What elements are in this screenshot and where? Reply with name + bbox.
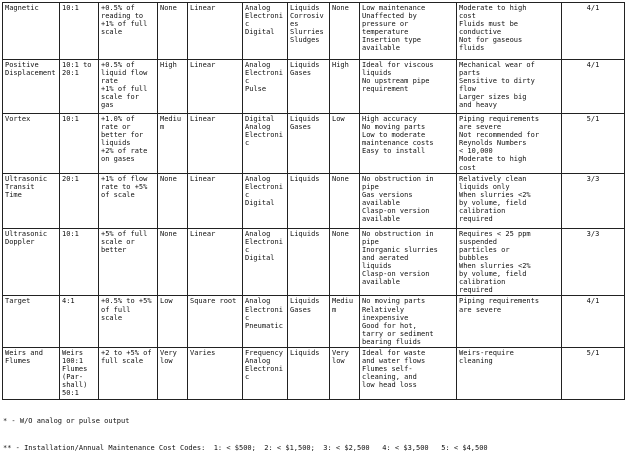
cell-pressure-loss: None — [158, 173, 188, 228]
cell-output-relationship: Linear — [188, 114, 243, 174]
cell-output-relationship: Varies — [188, 347, 243, 399]
cell-output-relationship: Square root — [188, 296, 243, 348]
cell-signal-output: Analog Electronic Digital — [243, 173, 288, 228]
cell-limitations: Relatively clean liquids only When slurries <2% by volume, field calibration required — [457, 173, 562, 228]
cell-pressure-loss: Medium — [158, 114, 188, 174]
cell-cost-code: 4/1 — [562, 3, 625, 60]
cell-signal-output: Analog Electronic Pneumatic — [243, 296, 288, 348]
cell-fluid-types: Liquids Gases — [288, 296, 330, 348]
table-row-target — [3, 296, 625, 348]
cell-maintenance: None — [330, 3, 360, 60]
cell-advantages: Ideal for viscous liquids No upstream pipe requirement — [360, 60, 457, 114]
cell-advantages: No obstruction in pipe Gas versions available Clasp-on version available — [360, 173, 457, 228]
cell-fluid-types: Liquids Gases — [288, 60, 330, 114]
cell-pressure-loss: None — [158, 3, 188, 60]
cell-cost-code: 5/1 — [562, 347, 625, 399]
cell-rangeability: 10:1 — [60, 228, 99, 296]
cell-cost-code: 3/3 — [562, 228, 625, 296]
cell-fluid-types: Liquids Gases — [288, 114, 330, 174]
cell-meter-type: Ultrasonic Doppler — [3, 228, 60, 296]
cell-cost-code: 4/1 — [562, 60, 625, 114]
cell-fluid-types: Liquids Corrosives Slurries Sludges — [288, 3, 330, 60]
cell-rangeability: 20:1 — [60, 173, 99, 228]
footnote-cost-codes: ** - Installation/Annual Maintenance Cost Codes: 1: < $500; 2: < $1,500; 3: < $2,500 4: < $3,500 5: < $4,500 — [3, 444, 488, 452]
cell-rangeability: 10:1 to 20:1 — [60, 60, 99, 114]
cell-signal-output: Analog Electronic Digital — [243, 3, 288, 60]
cell-limitations: Piping requirements are severe Not recommended for Reynolds Numbers < 10,000 Moderate to high cost — [457, 114, 562, 174]
cell-maintenance: None — [330, 228, 360, 296]
table-row-magnetic — [3, 3, 625, 60]
cell-cost-code: 4/1 — [562, 296, 625, 348]
cell-output-relationship: Linear — [188, 3, 243, 60]
cell-pressure-loss: None — [158, 228, 188, 296]
cell-fluid-types: Liquids — [288, 347, 330, 399]
cell-fluid-types: Liquids — [288, 173, 330, 228]
cell-pressure-loss: High — [158, 60, 188, 114]
cell-accuracy: +0.5% to +5% of full scale — [99, 296, 158, 348]
table-row-ut-doppler — [3, 228, 625, 296]
cell-meter-type: Ultrasonic Transit Time — [3, 173, 60, 228]
cell-rangeability: Weirs 100:1 Flumes (Par- shall) 50:1 — [60, 347, 99, 399]
cell-meter-type: Magnetic — [3, 3, 60, 60]
footnote-output: * - W/O analog or pulse output — [3, 417, 130, 425]
cell-output-relationship: Linear — [188, 173, 243, 228]
table-row-weirs — [3, 347, 625, 399]
cell-advantages: No moving parts Relatively inexpensive Good for hot, tarry or sediment bearing fluids — [360, 296, 457, 348]
cell-advantages: Low maintenance Unaffected by pressure or temperature Insertion type available — [360, 3, 457, 60]
cell-rangeability: 4:1 — [60, 296, 99, 348]
cell-fluid-types: Liquids — [288, 228, 330, 296]
cell-limitations: Piping requirements are severe — [457, 296, 562, 348]
cell-limitations: Weirs-require cleaning — [457, 347, 562, 399]
cell-output-relationship: Linear — [188, 60, 243, 114]
cell-advantages: Ideal for waste and water flows Flumes self- cleaning, and low head loss — [360, 347, 457, 399]
cell-maintenance: Medium — [330, 296, 360, 348]
cell-accuracy: +5% of full scale or better — [99, 228, 158, 296]
cell-signal-output: Analog Electronic Digital — [243, 228, 288, 296]
cell-cost-code: 3/3 — [562, 173, 625, 228]
cell-maintenance: Low — [330, 114, 360, 174]
cell-pressure-loss: Very low — [158, 347, 188, 399]
cell-meter-type: Weirs and Flumes — [3, 347, 60, 399]
cell-signal-output: Frequency Analog Electronic — [243, 347, 288, 399]
cell-accuracy: +1% of flow rate to +5% of scale — [99, 173, 158, 228]
flowmeter-comparison-table — [2, 2, 625, 400]
cell-maintenance: Very low — [330, 347, 360, 399]
cell-limitations: Moderate to high cost Fluids must be conductive Not for gaseous fluids — [457, 3, 562, 60]
cell-rangeability: 10:1 — [60, 3, 99, 60]
cell-cost-code: 5/1 — [562, 114, 625, 174]
cell-meter-type: Vortex — [3, 114, 60, 174]
cell-signal-output: Digital Analog Electronic — [243, 114, 288, 174]
cell-signal-output: Analog Electronic Pulse — [243, 60, 288, 114]
cell-accuracy: +1.0% of rate or better for liquids +2% of rate on gases — [99, 114, 158, 174]
cell-limitations: Requires < 25 ppm suspended particles or bubbles When slurries <2% by volume, field calibration required — [457, 228, 562, 296]
cell-advantages: High accuracy No moving parts Low to moderate maintenance costs Easy to install — [360, 114, 457, 174]
cell-meter-type: Positive Displacement — [3, 60, 60, 114]
cell-limitations: Mechanical wear of parts Sensitive to dirty flow Larger sizes big and heavy — [457, 60, 562, 114]
cell-advantages: No obstruction in pipe Inorganic slurries and aerated liquids Clasp-on version available — [360, 228, 457, 296]
cell-accuracy: +0.5% of liquid flow rate +1% of full scale for gas — [99, 60, 158, 114]
footnotes — [3, 399, 623, 462]
cell-maintenance: High — [330, 60, 360, 114]
cell-pressure-loss: Low — [158, 296, 188, 348]
table-row-positive — [3, 60, 625, 114]
table-row-vortex — [3, 114, 625, 174]
table-row-ut-transit — [3, 173, 625, 228]
cell-rangeability: 10:1 — [60, 114, 99, 174]
cell-accuracy: +2 to +5% of full scale — [99, 347, 158, 399]
cell-accuracy: +0.5% of reading to +1% of full scale — [99, 3, 158, 60]
cell-meter-type: Target — [3, 296, 60, 348]
cell-maintenance: None — [330, 173, 360, 228]
cell-output-relationship: Linear — [188, 228, 243, 296]
